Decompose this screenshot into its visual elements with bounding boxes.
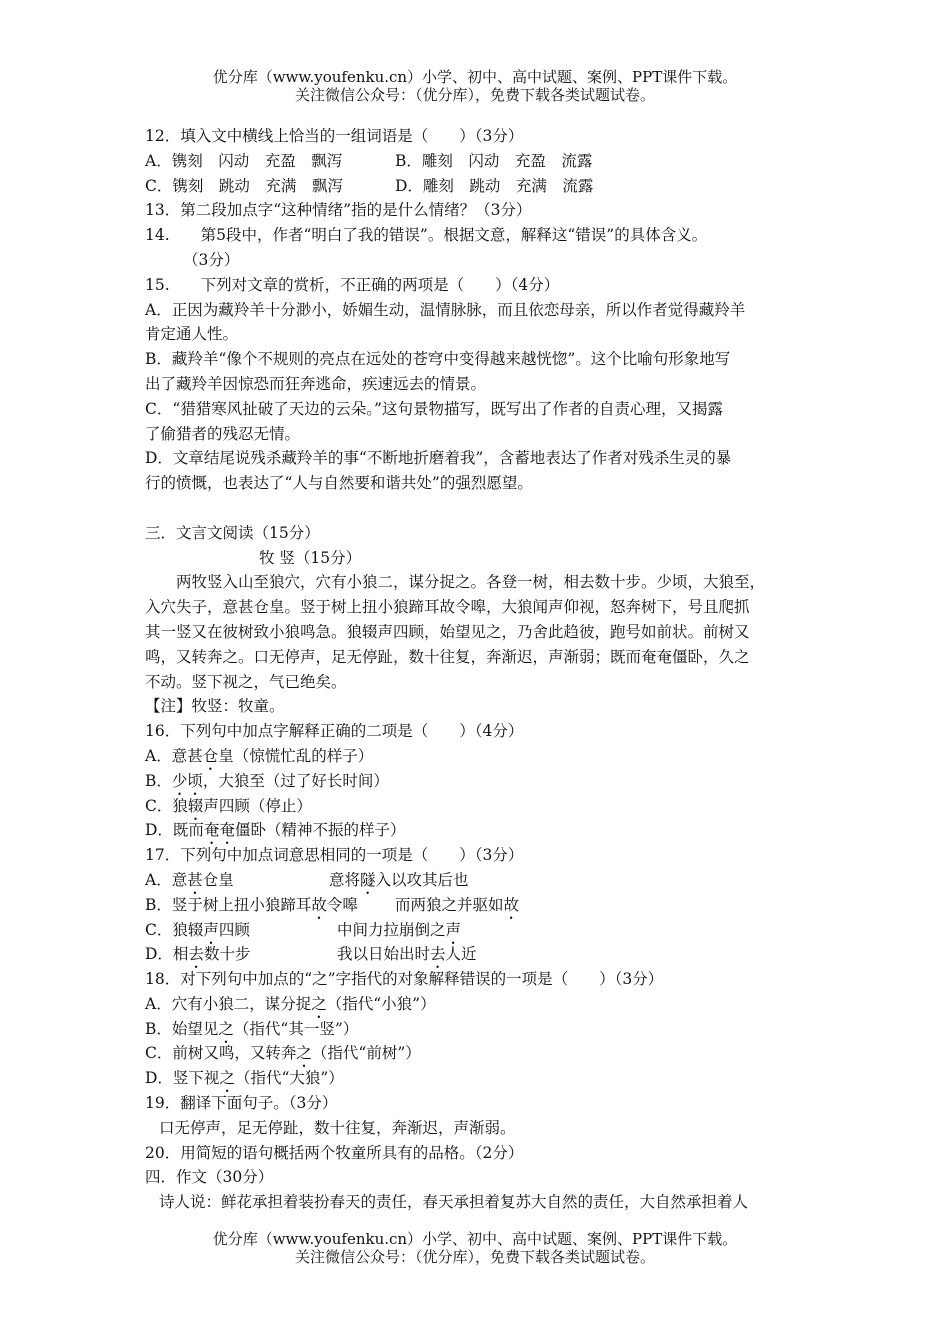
q15-c-line-1: C．“猎猎寒风扯破了天边的云朵。”这句景物描写，既写出了作者的自责心理，又揭露	[145, 399, 723, 418]
page-header	[0, 68, 950, 104]
passage-line-5: 不动。竖下视之，气已绝矣。	[145, 672, 347, 691]
section-4-heading: 四．作文（30分）	[145, 1168, 274, 1187]
q16-stem: 16．下列句中加点字解释正确的二项是（ ）（4分）	[145, 722, 524, 741]
dotted-char: 声	[445, 920, 462, 939]
q17-option-d: D．相去数十步 我以日始出时去人近	[145, 945, 477, 964]
q15-b-line-2: 出了藏羚羊因惊恐而狂奔逃命，疾速远去的情景。	[145, 374, 487, 393]
q16-option-d: D．既而奄奄僵卧（精神不振的样子）	[145, 821, 406, 840]
dotted-char: 声	[203, 920, 219, 939]
dotted-char: 辍	[187, 796, 204, 815]
q15-a-line-1: A．正因为藏羚羊十分渺小，娇媚生动，温情脉脉，而且依恋母亲，所以作者觉得藏羚羊	[145, 300, 746, 319]
essay-prompt-line-1: 诗人说：鲜花承担着装扮春天的责任，春天承担着复苏大自然的责任，大自然承担着人	[159, 1193, 749, 1212]
dotted-char: 故	[503, 895, 520, 914]
q16-option-b: B．少顷，大狼至（过了好长时间）	[145, 771, 389, 790]
passage-line-2: 入穴失子，意甚仓皇。竖于树上扭小狼蹄耳故令嗥，大狼闻声仰视，怒奔树下，号且爬抓	[145, 598, 750, 617]
q19-sentence: 口无停声，足无停趾，数十往复，奔渐迟，声渐弱。	[159, 1118, 516, 1137]
dotted-char: 之	[218, 1019, 234, 1038]
q15-d-line-2: 行的愤慨，也表达了“人与自然要和谐共处”的强烈愿望。	[145, 474, 533, 493]
q12-option-c: C．镌刻 跳动 充满 飘泻	[145, 176, 343, 195]
q12-options-cd	[145, 174, 817, 199]
dotted-char: 之	[311, 994, 327, 1013]
dotted-char: 之	[219, 1069, 235, 1088]
q15-c-line-2: 了偷猎者的残忍无情。	[145, 424, 301, 443]
q18-option-c: C．前树又鸣，又转奔之（指代“前树”）	[145, 1044, 421, 1063]
q18-option-b: B．始望见之（指代“其一竖”）	[145, 1019, 359, 1038]
header-line-1: 优分库（www.youfenku.cn）小学、初中、高中试题、案例、PPT课件下载。	[212, 68, 738, 86]
q12-options-ab	[145, 149, 817, 174]
q12-option-a: A．镌刻 闪动 充盈 飘泻	[145, 151, 343, 170]
passage-title: 牧 竖（15分）	[259, 548, 362, 567]
q12-option-b: B．雕刻 闪动 充盈 流露	[395, 151, 593, 170]
exam-content	[145, 124, 817, 1215]
q18-option-a: A．穴有小狼二，谋分捉之（指代“小狼”）	[145, 994, 436, 1013]
q18-stem: 18．对下列句中加点的“之”字指代的对象解释错误的一项是（ ）（3分）	[145, 970, 664, 989]
q16-option-c: C．狼辍声四顾（停止）	[145, 796, 312, 815]
q13-stem: 13．第二段加点字“这种情绪”指的是什么情绪？（3分）	[145, 201, 532, 220]
q12-option-d: D．雕刻 跳动 充满 流露	[395, 176, 594, 195]
page-footer	[0, 1230, 950, 1266]
q15-a-line-2: 肯定通人性。	[145, 325, 239, 344]
q15-d-line-1: D．文章结尾说残杀藏羚羊的事“不断地折磨着我”，含蓄地表达了作者对残杀生灵的暴	[145, 449, 732, 468]
dotted-char: 故	[311, 895, 327, 914]
q17-option-a: A．意甚仓皇 意将隧入以攻其后也	[145, 870, 469, 889]
spacer	[145, 496, 817, 521]
header-line-2: 关注微信公众号：（优分库），免费下载各类试题试卷。	[294, 86, 655, 104]
q15-b-line-1: B．藏羚羊“像个不规则的亮点在远处的苍穹中变得越来越恍惚”。这个比喻句形象地写	[145, 350, 731, 369]
q17-option-b: B．竖于树上扭小狼蹄耳故令嗥 而两狼之并驱如故	[145, 895, 520, 914]
q14-line-1: 14. 第5段中，作者“明白了我的错误”。根据文意，解释这“错误”的具体含义。	[145, 226, 708, 245]
section-3-heading: 三．文言文阅读（15分）	[145, 523, 320, 542]
q15-stem: 15. 下列对文章的赏析，不正确的两项是（ ）（4分）	[145, 275, 560, 294]
dotted-char: 隧	[360, 870, 376, 889]
footer-line-1: 优分库（www.youfenku.cn）小学、初中、高中试题、案例、PPT课件下载。	[212, 1230, 738, 1248]
q12-stem: 12．填入文中横线上恰当的一组词语是（ ）（3分）	[145, 127, 524, 145]
dotted-char: 去	[430, 945, 446, 964]
q16-option-a: A．意甚仓皇（惊慌忙乱的样子）	[145, 746, 374, 765]
q19-stem: 19．翻译下面句子。（3分）	[145, 1094, 338, 1113]
dotted-char: 少顷	[171, 771, 203, 790]
dotted-char: 去	[188, 945, 204, 964]
footer-line-2: 关注微信公众号：（优分库），免费下载各类试题试卷。	[294, 1248, 655, 1266]
q17-stem: 17．下列句中加点词意思相同的一项是（ ）（3分）	[145, 846, 524, 865]
q14-line-2: （3分）	[183, 250, 240, 269]
q20-stem: 20．用简短的语句概括两个牧童所具有的品格。（2分）	[145, 1143, 524, 1162]
passage-note: 【注】牧竖：牧童。	[145, 697, 285, 716]
dotted-char: 仓	[202, 746, 219, 765]
q18-option-d: D．竖下视之（指代“大狼”）	[145, 1069, 344, 1088]
dotted-char: 之	[296, 1044, 312, 1063]
passage-line-1: 两牧竖入山至狼穴，穴有小狼二，谋分捉之。各登一树，相去数十步。少顷，大狼至，	[176, 573, 766, 592]
dotted-char: 奄奄	[203, 821, 235, 840]
passage-line-3: 其一竖又在彼树致小狼鸣急。狼辍声四顾，始望见之，乃舍此趋彼，跑号如前状。前树又	[145, 622, 750, 641]
passage-line-4: 鸣，又转奔之。口无停声，足无停趾，数十往复，奔渐迟，声渐弱；既而奄奄僵卧，久之	[145, 647, 750, 666]
q17-option-c: C．狼辍声四顾 中间力拉崩倒之声	[145, 920, 462, 939]
dotted-char: 甚	[187, 870, 203, 889]
